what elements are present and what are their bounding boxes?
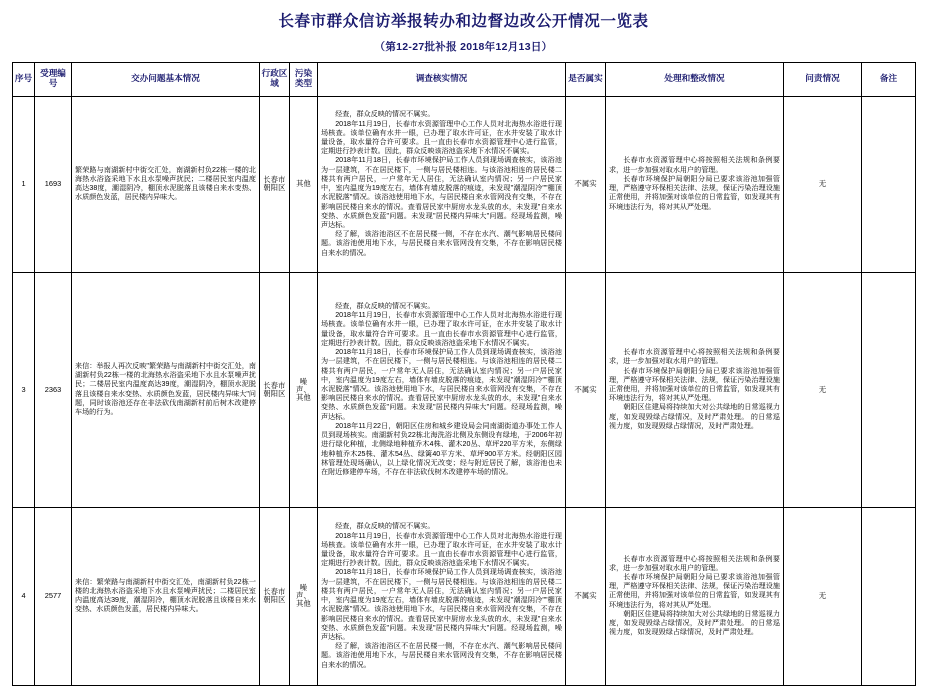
cell-is-true: 不属实 [566,96,606,272]
paragraph: 长春市环境保护局朝阳分局已要求该浴池加强管理，严格遵守环保相关法律、法规，保证污染治理设施正常使用，并将加强对该单位的日常监管，如发现其有环境违法行为，将对其从严处理。 [609,366,780,403]
cell-pollution-type: 其他 [290,96,318,272]
cell-is-true: 不属实 [566,272,606,507]
report-table [12,62,916,686]
table-row [13,272,916,507]
paragraph: 2018年11月18日，长春市环境保护局工作人员到现场调查核实，该浴池为一层建筑，不在居民楼下，一侧与居民楼相连。与该浴池相连的居民楼二楼共有两户居民，一户常年无人居住，无法确认室内情况；另一户居民家中，室内温度为19度左右，墙体有墙皮脱落的痕迹，未发现"潮湿阴冷""棚顶水泥脱落"情况。该浴池使用地下水，与居民楼自来水管网没有交集，不存在影响居民楼自来水的情况。查看居民家中厨房水龙头放的水，未发现"自来水变热、水质颜色发蓝"问题。未发现"居民楼内异味大"问题。经现场监测，噪声达标。 [321,156,562,229]
cell-region: 长春市朝阳区 [260,272,290,507]
table-row [13,96,916,272]
paragraph: 长春市水资源管理中心将按照相关法规和条例要求，进一步加强对取水用户的管理。 [609,156,780,174]
cell-code: 2363 [35,272,72,507]
cell-investigation [318,96,566,272]
paragraph: 经了解，该浴池浴区不在居民楼一侧，不存在水汽、潮气影响居民楼问题。该浴池使用地下水，与居民楼自来水管网没有交集，不存在影响居民楼自来水的情况。 [321,230,562,257]
cell-remark [862,272,916,507]
cell-pollution-type: 噪声、其他 [290,507,318,685]
paragraph: 长春市环境保护局朝阳分局已要求该浴池加强管理，严格遵守环保相关法律、法规，保证污染治理设施正常使用，并将加强对该单位的日常监管，如发现其有环境违法行为，将对其从严处理。 [609,174,780,211]
paragraph: 朝阳区住建局将持续加大对公共绿地的日常巡视力度，如发现毁绿占绿情况，及时严肃处理。 的日常巡视力度，如发现毁绿占绿情况，及时严肃处理。 [609,403,780,430]
cell-index: 4 [13,507,35,685]
cell-description: 繁荣路与南湖新村中街交汇处，南湖新村负22栋一楼的北海热水浴盗采地下水且水泵噪声扰民；二楼居民室内温度高达38度，潮湿阴冷，棚顶水泥脱落且该楼自来水变热、水质颜色发蓝，居民楼内异味大。 [72,96,260,272]
paragraph: 2018年11月18日，长春市环境保护局工作人员到现场调查核实，该浴池为一层建筑，不在居民楼下，一侧与居民楼相连。与该浴池相连的居民楼二楼共有两户居民，一户常年无人居住，无法确认室内情况；另一户居民家中，室内温度为19度左右，墙体有墙皮脱落的痕迹，未发现"潮湿阴冷""棚顶水泥脱落"情况。该浴池使用地下水，与居民楼自来水管网没有交集，不存在影响居民楼自来水的情况。查看居民家中厨房水龙头放的水，未发现"自来水变热、水质颜色发蓝"问题。未发现"居民楼内异味大"问题。经现场监测，噪声达标。 [321,348,562,421]
header-index: 序号 [13,62,35,96]
header-remark: 备注 [862,62,916,96]
paragraph: 2018年11月19日，长春市水资源管理中心工作人员对北海热水浴进行现场核查。该单位确有水井一眼，已办理了取水许可证，在水井安装了取水计量设备，取水量符合许可要求。且一直由长春市水资源管理中心进行监管，定期进行抄表计数。因此，群众反映该浴池盗采地下水情况不属实。 [321,531,562,568]
paragraph: 经查，群众反映的情况不属实。 [335,302,435,311]
paragraph: 2018年11月19日，长春市水资源管理中心工作人员对北海热水浴进行现场核查。该单位确有水井一眼，已办理了取水许可证，在水井安装了取水计量设备，取水量符合许可要求。且一直由长春市水资源管理中心进行监管，定期进行抄表计数。因此，群众反映该浴池盗采地下水情况不属实。 [321,311,562,347]
cell-description: 来信：繁荣路与南湖新村中街交汇处，南湖新村负22栋一楼的北海热水浴盗采地下水且水泵噪声扰民；二楼居民室内温度高达39度，潮湿阴冷，棚顶水泥脱落且该楼自来水变热、水质颜色发蓝，居民楼内异味大。 [72,507,260,685]
cell-description: 来信：举报人再次反映"繁荣路与南湖新村中街交汇处，南湖新村负22栋一楼的北海热水浴盗采地下水且水泵噪声扰民；二楼居民室内温度高达39度，潮湿阴冷，棚顶水泥脱落且该楼自来水变热、水质颜色发蓝，居民楼内异味大"问题，同时该浴池还存在非法砍伐南湖新村前后树木改建停车场的行为。 [72,272,260,507]
table-header [13,62,916,96]
table-row [13,507,916,685]
header-region: 行政区域 [260,62,290,96]
paragraph: 2018年11月18日，长春市环境保护局工作人员到现场调查核实，该浴池为一层建筑，不在居民楼下，一侧与居民楼相连。与该浴池相连的居民楼二楼共有两户居民，一户常年无人居住，无法确认室内情况；另一户居民家中，室内温度为19度左右，墙体有墙皮脱落的痕迹，未发现"潮湿阴冷""棚顶水泥脱落"情况。该浴池使用地下水，与居民楼自来水管网没有交集，不存在影响居民楼自来水的情况。查看居民家中厨房水龙头放的水，未发现"自来水变热、水质颜色发蓝"问题。未发现"居民楼内异味大"问题。经现场监测，噪声达标。 [321,568,562,641]
header-code: 受理编号 [35,62,72,96]
cell-code: 2577 [35,507,72,685]
cell-investigation [318,507,566,685]
page-title: 长春市群众信访举报转办和边督边改公开情况一览表 [278,13,649,30]
header-handling: 处理和整改情况 [606,62,784,96]
cell-region: 长春市朝阳区 [260,507,290,685]
cell-pollution-type: 噪声、其他 [290,272,318,507]
cell-index: 3 [13,272,35,507]
paragraph: 长春市环境保护局朝阳分局已要求该浴池加强管理，严格遵守环保相关法律、法规，保证污染治理设施正常使用，并将加强对该单位的日常监管，如发现其有环境违法行为，将对其从严处理。 [609,573,780,609]
cell-investigation [318,272,566,507]
paragraph: 长春市水资源管理中心将按照相关法规和条例要求，进一步加强对取水用户的管理。 [609,348,780,366]
paragraph: 长春市水资源管理中心将按照相关法规和条例要求，进一步加强对取水用户的管理。 [609,554,780,572]
paragraph: 经查，群众反映的情况不属实。 [335,110,435,119]
cell-region: 长春市朝阳区 [260,96,290,272]
cell-accountability: 无 [784,272,862,507]
cell-index: 1 [13,96,35,272]
cell-handling [606,507,784,685]
table-header-row [13,62,916,96]
paragraph: 经查，群众反映的情况不属实。 [335,522,435,531]
header-pollution-type: 污染类型 [290,62,318,96]
page-subtitle: （第12-27批补报 2018年12月13日） [374,40,553,53]
header-investigation: 调查核实情况 [318,62,566,96]
cell-accountability: 无 [784,96,862,272]
header-description: 交办问题基本情况 [72,62,260,96]
paragraph: 朝阳区住建局将持续加大对公共绿地的日常巡视力度，如发现毁绿占绿情况，及时严肃处理。 的日常巡视力度，如发现毁绿占绿情况，及时严肃处理。 [609,609,780,637]
cell-accountability: 无 [784,507,862,685]
cell-handling [606,272,784,507]
cell-is-true: 不属实 [566,507,606,685]
header-accountability: 问责情况 [784,62,862,96]
cell-code: 1693 [35,96,72,272]
header-is-true: 是否属实 [566,62,606,96]
table-body [13,96,916,685]
cell-handling [606,96,784,272]
cell-remark [862,507,916,685]
paragraph: 2018年11月19日，长春市水资源管理中心工作人员对北海热水浴进行现场核查。该单位确有水井一眼，已办理了取水许可证，在水井安装了取水计量设备，取水量符合许可要求。且一直由长春市水资源管理中心进行监管，定期进行抄表计数。因此，群众反映该浴池盗采地下水情况不属实。 [321,119,562,156]
cell-remark [862,96,916,272]
paragraph: 经了解，该浴池浴区不在居民楼一侧，不存在水汽、潮气影响居民楼问题。该浴池使用地下水，与居民楼自来水管网没有交集，不存在影响居民楼自来水的情况。 [321,642,562,669]
paragraph: 2018年11月22日，朝阳区住房和城乡建设局会同南湖街道办事处工作人员到现场核实。南湖新村负22栋北海洗浴北侧及东侧设有绿地，于2006年初进行绿化种植，北侧绿地种植乔木4株、灌木20丛、草坪220平方米，东侧绿地种植乔木25株、灌木54丛、绿篱40平方米、草坪900平方米。经朝阳区园林管理处现场确认，以上绿化情况无改变；经与附近居民了解，该浴池也未在附近修建停车场，不存在非法砍伐树木改建停车场的情况。 [321,421,562,476]
